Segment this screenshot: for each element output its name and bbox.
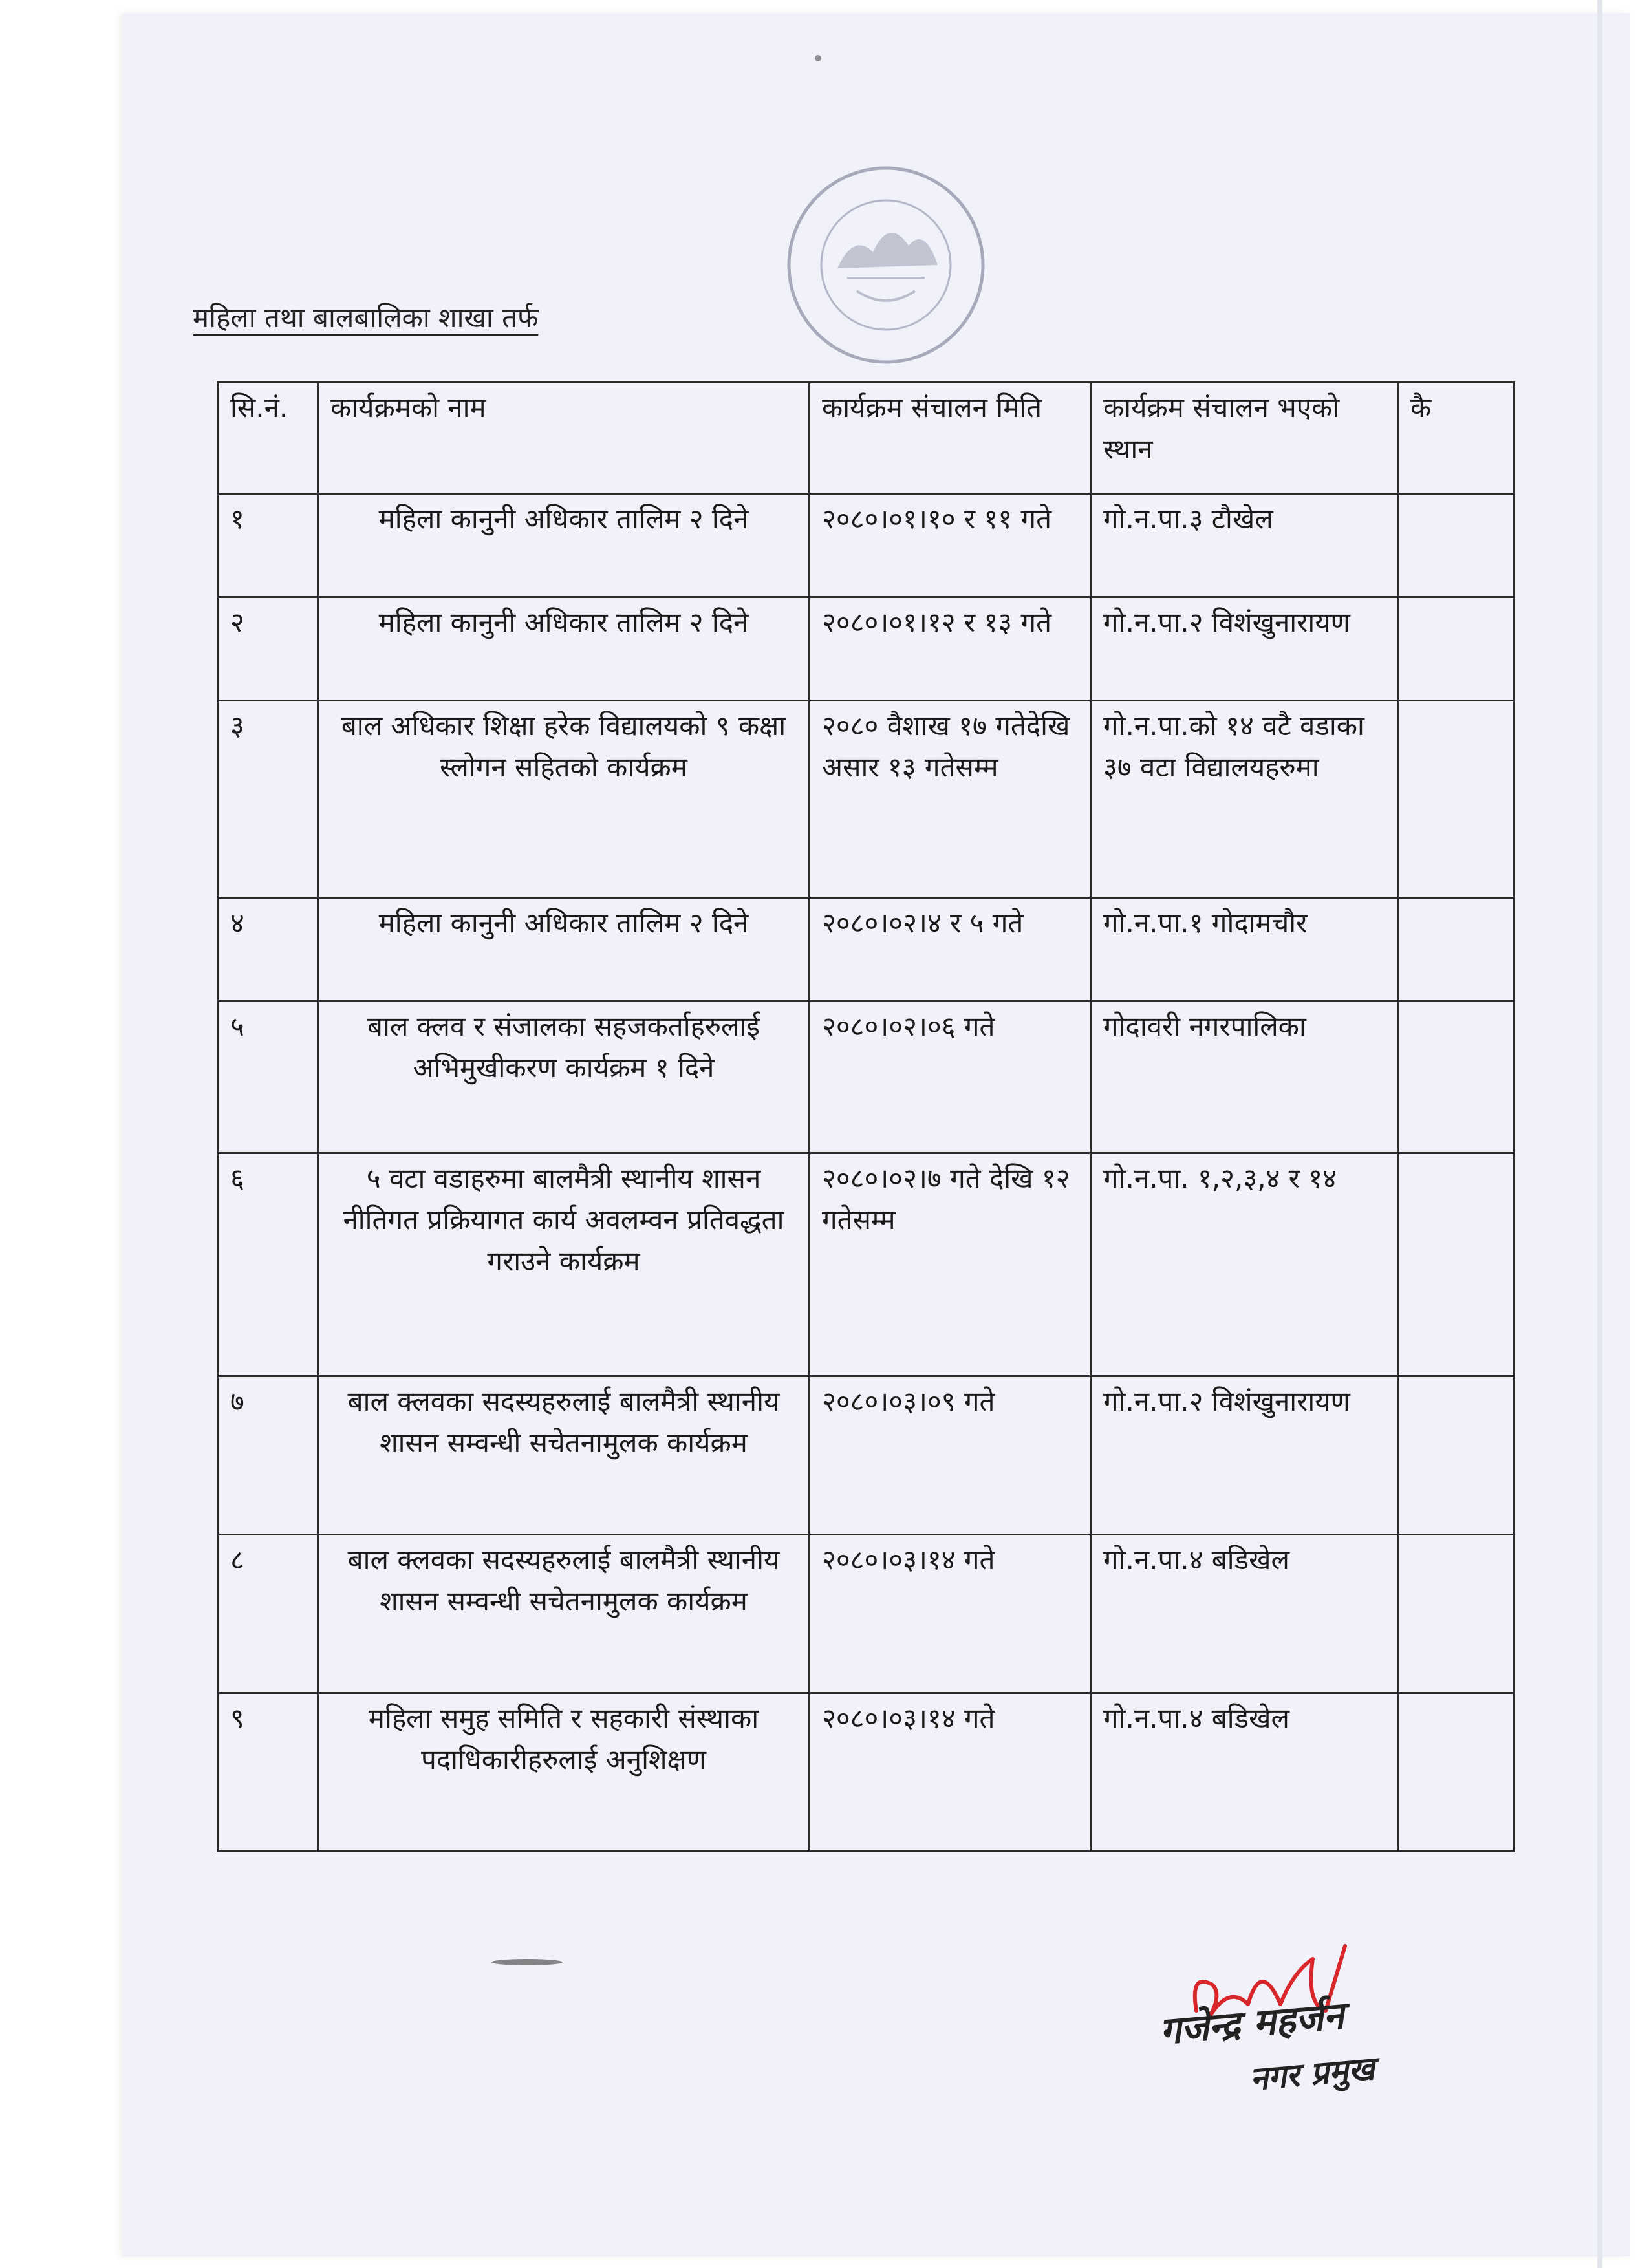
row-remarks: [1398, 701, 1514, 898]
row-program-location: गो.न.पा.३ टौखेल: [1091, 494, 1398, 597]
scan-mark: [815, 55, 821, 61]
row-program-location: गो.न.पा.२ विशंखुनारायण: [1091, 597, 1398, 701]
row-remarks: [1398, 1001, 1514, 1153]
row-remarks: [1398, 1376, 1514, 1535]
row-remarks: [1398, 494, 1514, 597]
row-program-name: महिला कानुनी अधिकार तालिम २ दिने: [318, 494, 810, 597]
row-program-name: बाल क्लव र संजालका सहजकर्ताहरुलाई अभिमुखीकरण कार्यक्रम १ दिने: [318, 1001, 810, 1153]
row-remarks: [1398, 898, 1514, 1001]
row-serial-number: ६: [218, 1153, 318, 1376]
header-program-location: कार्यक्रम संचालन भएको स्थान: [1091, 383, 1398, 494]
row-remarks: [1398, 1153, 1514, 1376]
row-program-name: बाल क्लवका सदस्यहरुलाई बालमैत्री स्थानीय शासन सम्वन्धी सचेतनामुलक कार्यक्रम: [318, 1376, 810, 1535]
row-program-location: गो.न.पा. १,२,३,४ र १४: [1091, 1153, 1398, 1376]
row-program-date: २०८०।०३।१४ गते: [810, 1535, 1091, 1693]
row-program-date: २०८०।०२।७ गते देखि १२ गतेसम्म: [810, 1153, 1091, 1376]
table-row: [218, 494, 1514, 597]
table-row: [218, 1001, 1514, 1153]
header-remarks: कै: [1398, 383, 1514, 494]
row-program-name: ५ वटा वडाहरुमा बालमैत्री स्थानीय शासन नीतिगत प्रक्रियागत कार्य अवलम्वन प्रतिवद्धता गराउने कार्यक्रम: [318, 1153, 810, 1376]
row-program-name: महिला कानुनी अधिकार तालिम २ दिने: [318, 597, 810, 701]
table-row: [218, 597, 1514, 701]
row-program-location: गो.न.पा.को १४ वटै वडाका ३७ वटा विद्यालयहरुमा: [1091, 701, 1398, 898]
table-header-row: [218, 383, 1514, 494]
row-program-location: गो.न.पा.४ बडिखेल: [1091, 1535, 1398, 1693]
row-program-location: गो.न.पा.४ बडिखेल: [1091, 1693, 1398, 1852]
table-row: [218, 1535, 1514, 1693]
table-row: [218, 898, 1514, 1001]
row-program-date: २०८०।०२।०६ गते: [810, 1001, 1091, 1153]
header-program-date: कार्यक्रम संचालन मिति: [810, 383, 1091, 494]
row-serial-number: ९: [218, 1693, 318, 1852]
signatory-name: गजेन्द्र महर्जन: [1158, 1993, 1346, 2053]
row-program-name: बाल अधिकार शिक्षा हरेक विद्यालयको ९ कक्षा स्लोगन सहितको कार्यक्रम: [318, 701, 810, 898]
page-edge: [1597, 0, 1602, 2268]
row-program-name: महिला समुह समिति र सहकारी संस्थाका पदाधिकारीहरुलाई अनुशिक्षण: [318, 1693, 810, 1852]
section-heading: महिला तथा बालबालिका शाखा तर्फ: [193, 302, 539, 334]
row-remarks: [1398, 1693, 1514, 1852]
table-row: [218, 1376, 1514, 1535]
row-serial-number: २: [218, 597, 318, 701]
row-program-date: २०८०।०३।१४ गते: [810, 1693, 1091, 1852]
row-serial-number: ३: [218, 701, 318, 898]
row-remarks: [1398, 1535, 1514, 1693]
row-serial-number: ४: [218, 898, 318, 1001]
header-program-name: कार्यक्रमको नाम: [318, 383, 810, 494]
row-program-date: २०८०।०१।१० र ११ गते: [810, 494, 1091, 597]
header-serial-number: सि.नं.: [218, 383, 318, 494]
row-serial-number: ८: [218, 1535, 318, 1693]
programs-table: [217, 381, 1515, 1852]
row-serial-number: ७: [218, 1376, 318, 1535]
row-program-name: महिला कानुनी अधिकार तालिम २ दिने: [318, 898, 810, 1001]
row-remarks: [1398, 597, 1514, 701]
row-program-name: बाल क्लवका सदस्यहरुलाई बालमैत्री स्थानीय शासन सम्वन्धी सचेतनामुलक कार्यक्रम: [318, 1535, 810, 1693]
row-program-date: २०८०।०२।४ र ५ गते: [810, 898, 1091, 1001]
table-row: [218, 701, 1514, 898]
signatory-title: नगर प्रमुख: [1248, 2049, 1376, 2098]
table-row: [218, 1153, 1514, 1376]
row-program-date: २०८०।०३।०९ गते: [810, 1376, 1091, 1535]
office-seal: [776, 155, 996, 375]
table-row: [218, 1693, 1514, 1852]
row-program-date: २०८० वैशाख १७ गतेदेखि असार १३ गतेसम्म: [810, 701, 1091, 898]
row-program-date: २०८०।०१।१२ र १३ गते: [810, 597, 1091, 701]
row-serial-number: १: [218, 494, 318, 597]
row-serial-number: ५: [218, 1001, 318, 1153]
scan-mark: [491, 1959, 563, 1965]
row-program-location: गोदावरी नगरपालिका: [1091, 1001, 1398, 1153]
row-program-location: गो.न.पा.१ गोदामचौर: [1091, 898, 1398, 1001]
row-program-location: गो.न.पा.२ विशंखुनारायण: [1091, 1376, 1398, 1535]
